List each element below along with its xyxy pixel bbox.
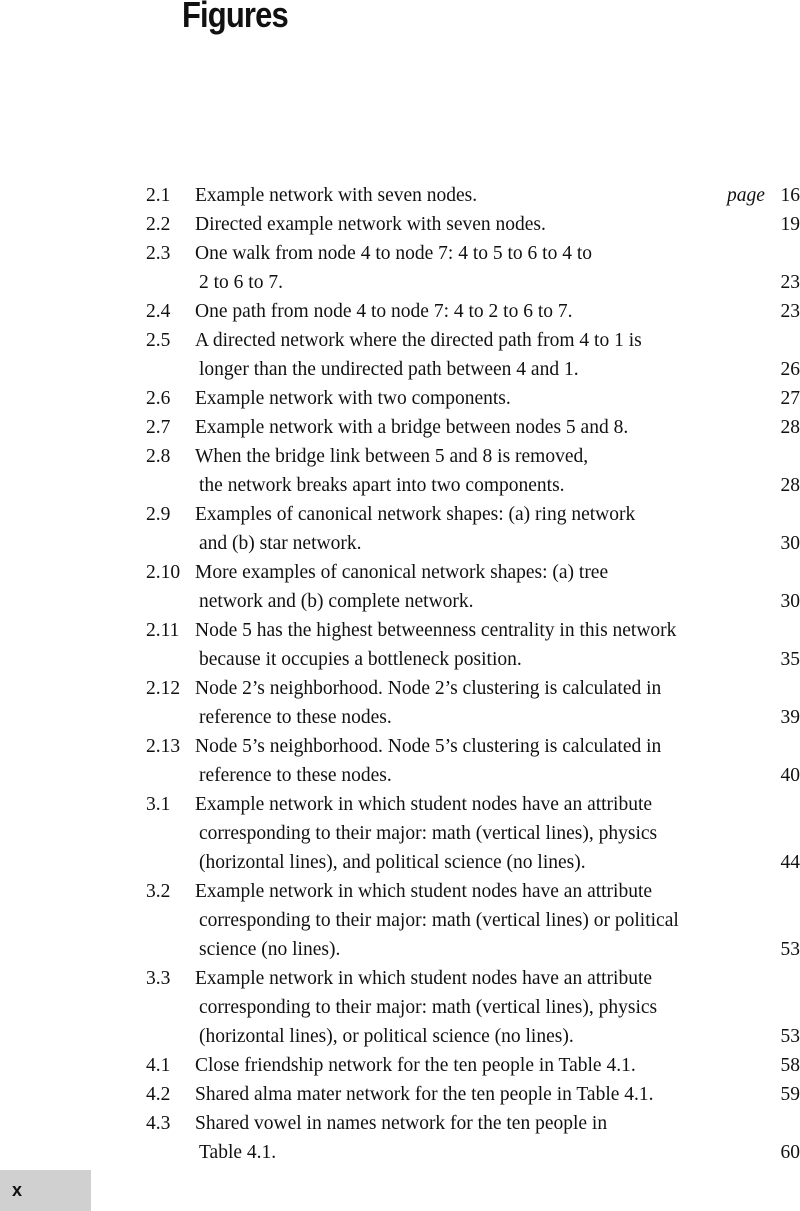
figure-number: 3.2	[146, 881, 171, 902]
figure-number: 4.3	[146, 1113, 171, 1134]
page-number: 19	[780, 214, 800, 235]
figure-caption: Shared vowel in names network for the ten people in	[195, 1113, 608, 1134]
figure-entry-line	[0, 1080, 800, 1109]
figure-caption: One path from node 4 to node 7: 4 to 2 to 6 to 7.	[195, 301, 573, 322]
figure-number: 2.12	[146, 678, 181, 699]
figure-number: 2.7	[146, 417, 171, 438]
figure-caption: Node 5’s neighborhood. Node 5’s clustering is calculated in	[195, 736, 662, 757]
page-title: Figures	[182, 0, 288, 35]
figure-entry-line	[0, 413, 800, 442]
figure-caption: network and (b) complete network.	[199, 591, 474, 612]
folio-number: x	[12, 1180, 23, 1200]
figure-caption: A directed network where the directed path from 4 to 1 is	[195, 330, 642, 351]
figure-caption: Node 2’s neighborhood. Node 2’s clustering is calculated in	[195, 678, 662, 699]
page-number: 16	[780, 185, 800, 206]
figure-caption: science (no lines).	[199, 939, 341, 960]
figure-caption: Close friendship network for the ten people in Table 4.1.	[195, 1055, 636, 1076]
figure-caption: One walk from node 4 to node 7: 4 to 5 to 6 to 4 to	[195, 243, 592, 264]
figure-entry-continuation	[0, 761, 800, 790]
page-number: 39	[780, 707, 800, 728]
figure-caption: Directed example network with seven nodes.	[195, 214, 546, 235]
page-number: 40	[780, 765, 800, 786]
figure-caption: Examples of canonical network shapes: (a) ring network	[195, 504, 636, 525]
figure-caption: Example network in which student nodes have an attribute	[195, 881, 653, 902]
figure-entry-continuation	[0, 355, 800, 384]
figure-number: 2.2	[146, 214, 171, 235]
figure-caption: Example network with two components.	[195, 388, 511, 409]
figure-entry	[0, 1080, 800, 1109]
figure-caption: Node 5 has the highest betweenness centrality in this network	[195, 620, 677, 641]
figure-entry-line	[0, 732, 800, 761]
figure-entry	[0, 877, 800, 964]
figure-number: 4.1	[146, 1055, 171, 1076]
figure-number: 2.9	[146, 504, 171, 525]
figure-entry	[0, 442, 800, 500]
figure-caption: 2 to 6 to 7.	[199, 272, 283, 293]
figure-entry-line	[0, 674, 800, 703]
figure-entry-continuation	[0, 1138, 800, 1167]
figure-entry-continuation	[0, 906, 800, 935]
figure-number: 3.3	[146, 968, 171, 989]
figure-number: 2.8	[146, 446, 171, 467]
page-number: 44	[780, 852, 800, 873]
figure-number: 4.2	[146, 1084, 171, 1105]
figure-entry	[0, 558, 800, 616]
figure-entry-line	[0, 558, 800, 587]
figure-entry	[0, 616, 800, 674]
figure-entry-continuation	[0, 645, 800, 674]
figure-caption: Example network with a bridge between nodes 5 and 8.	[195, 417, 629, 438]
figure-entry-line	[0, 964, 800, 993]
figure-caption: the network breaks apart into two components.	[199, 475, 565, 496]
figure-entry-line	[0, 790, 800, 819]
figure-entry-line	[0, 181, 800, 210]
figure-caption: and (b) star network.	[199, 533, 362, 554]
figure-caption: corresponding to their major: math (vertical lines) or political	[199, 910, 679, 931]
figure-entry	[0, 297, 800, 326]
figure-entry	[0, 674, 800, 732]
figure-caption: because it occupies a bottleneck position.	[199, 649, 522, 670]
page-number: 28	[780, 417, 800, 438]
figure-entry-continuation	[0, 848, 800, 877]
page-number: 28	[780, 475, 800, 496]
page-number: 27	[780, 388, 800, 409]
figure-entry-continuation	[0, 993, 800, 1022]
figure-entry	[0, 181, 800, 210]
figure-entry-line	[0, 616, 800, 645]
page-number: 53	[780, 939, 800, 960]
figure-entry-line	[0, 384, 800, 413]
figure-entry-line	[0, 210, 800, 239]
figure-entry-continuation	[0, 471, 800, 500]
page-label: page	[727, 185, 765, 206]
figure-entry-continuation	[0, 529, 800, 558]
figure-number: 3.1	[146, 794, 171, 815]
figure-entry	[0, 384, 800, 413]
figure-caption: Example network with seven nodes.	[195, 185, 478, 206]
figure-caption: (horizontal lines), or political science (no lines).	[199, 1026, 574, 1047]
figure-number: 2.13	[146, 736, 181, 757]
figure-number: 2.3	[146, 243, 171, 264]
figure-caption: reference to these nodes.	[199, 707, 392, 728]
page-number: 23	[780, 272, 800, 293]
figure-entry-line	[0, 1051, 800, 1080]
page-number: 30	[780, 591, 800, 612]
figure-caption: Shared alma mater network for the ten people in Table 4.1.	[195, 1084, 654, 1105]
figure-entry-continuation	[0, 1022, 800, 1051]
figure-list	[0, 181, 800, 1167]
figure-number: 2.4	[146, 301, 171, 322]
figure-caption: corresponding to their major: math (vertical lines), physics	[199, 997, 658, 1018]
figure-entry-continuation	[0, 268, 800, 297]
figure-caption: (horizontal lines), and political science (no lines).	[199, 852, 586, 873]
figure-entry	[0, 413, 800, 442]
page-number: 60	[780, 1142, 800, 1163]
figure-entry	[0, 790, 800, 877]
figure-entry-line	[0, 442, 800, 471]
figure-caption: corresponding to their major: math (vertical lines), physics	[199, 823, 658, 844]
figure-caption: Example network in which student nodes have an attribute	[195, 794, 653, 815]
page-number: 26	[780, 359, 800, 380]
figure-caption: More examples of canonical network shapes: (a) tree	[195, 562, 609, 583]
figure-number: 2.5	[146, 330, 171, 351]
figure-caption: reference to these nodes.	[199, 765, 392, 786]
figure-entry-continuation	[0, 935, 800, 964]
figure-entry	[0, 1051, 800, 1080]
figure-entry	[0, 326, 800, 384]
figure-entry	[0, 964, 800, 1051]
figure-entry	[0, 239, 800, 297]
page-number: 35	[780, 649, 800, 670]
page-number: 58	[780, 1055, 800, 1076]
figure-caption: Example network in which student nodes have an attribute	[195, 968, 653, 989]
figure-entry-continuation	[0, 703, 800, 732]
figure-entry-line	[0, 326, 800, 355]
figure-number: 2.10	[146, 562, 181, 583]
figure-number: 2.11	[146, 620, 180, 641]
figure-caption: longer than the undirected path between 4 and 1.	[199, 359, 579, 380]
page-number: 30	[780, 533, 800, 554]
page-number: 23	[780, 301, 800, 322]
figure-number: 2.6	[146, 388, 171, 409]
figure-entry-line	[0, 239, 800, 268]
figure-entry-line	[0, 877, 800, 906]
figure-entry	[0, 1109, 800, 1167]
page-number: 53	[780, 1026, 800, 1047]
page-number: 59	[780, 1084, 800, 1105]
figure-entry	[0, 500, 800, 558]
figure-entry-continuation	[0, 819, 800, 848]
figure-number: 2.1	[146, 185, 171, 206]
figure-caption: Table 4.1.	[199, 1142, 277, 1163]
figure-entry	[0, 732, 800, 790]
figure-entry-line	[0, 1109, 800, 1138]
figure-entry-line	[0, 500, 800, 529]
page-folio	[0, 1170, 91, 1211]
figure-entry	[0, 210, 800, 239]
figure-entry-continuation	[0, 587, 800, 616]
figure-entry-line	[0, 297, 800, 326]
figure-caption: When the bridge link between 5 and 8 is removed,	[195, 446, 589, 467]
